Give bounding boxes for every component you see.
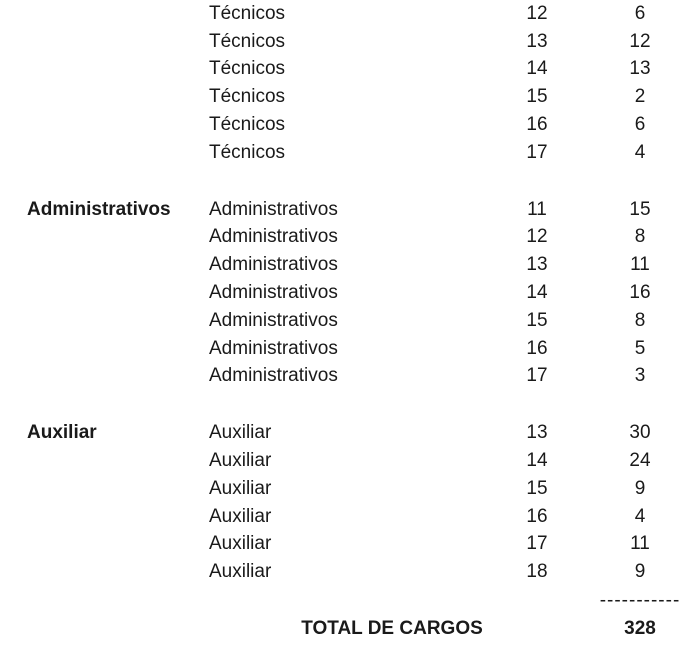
grade-value: 12 [526,226,548,248]
section-tecnicos [0,0,698,167]
table-row [0,56,698,84]
table-row [0,251,698,279]
table-row [0,224,698,252]
cargo-name: Auxiliar [209,533,272,555]
table-row [0,363,698,391]
table-row [0,335,698,363]
count-value: 5 [634,337,646,359]
table-row [0,447,698,475]
cargo-name: Auxiliar [209,422,272,444]
grade-value: 16 [526,505,548,527]
total-label: TOTAL DE CARGOS [301,617,483,639]
cargo-name: Administrativos [209,282,338,304]
cargo-name: Técnicos [209,141,286,163]
grade-value: 16 [526,114,548,136]
grade-value: 16 [526,337,548,359]
count-value: 8 [634,309,646,331]
count-value: 2 [634,86,646,108]
count-value: 6 [634,114,646,136]
count-value: 24 [629,450,651,472]
dashed-separator: ----------- [599,590,681,612]
count-value: 16 [629,282,651,304]
group-label: Administrativos [27,198,171,220]
table-row [0,503,698,531]
cargo-name: Técnicos [209,86,286,108]
cargo-name: Auxiliar [209,477,272,499]
table-row [0,279,698,307]
total-row [0,615,698,643]
cargo-name: Técnicos [209,114,286,136]
count-value: 11 [630,254,650,276]
grade-value: 17 [526,141,548,163]
table-row [0,28,698,56]
table-row [0,558,698,586]
cargo-name: Administrativos [209,198,338,220]
cargo-name: Auxiliar [209,450,272,472]
group-label: Auxiliar [27,422,97,444]
cargo-name: Administrativos [209,309,338,331]
grade-value: 15 [526,309,548,331]
cargo-name: Administrativos [209,365,338,387]
grade-value: 14 [526,450,548,472]
table-row [0,475,698,503]
table-row [0,111,698,139]
count-value: 11 [630,533,650,555]
grade-value: 11 [527,198,547,220]
table-row [0,531,698,559]
section-administrativos [0,196,698,391]
grade-value: 17 [526,533,548,555]
count-value: 15 [629,198,651,220]
cargo-name: Auxiliar [209,561,272,583]
section-auxiliar [0,419,698,586]
grade-value: 14 [526,282,548,304]
cargo-name: Técnicos [209,58,286,80]
count-value: 9 [634,477,646,499]
cargo-name: Técnicos [209,30,286,52]
grade-value: 13 [526,254,548,276]
table-row [0,83,698,111]
grade-value: 18 [526,561,548,583]
grade-value: 12 [526,2,548,24]
cargo-name: Técnicos [209,2,286,24]
table-row [0,196,698,224]
grade-value: 13 [526,422,548,444]
cargo-name: Administrativos [209,337,338,359]
count-value: 12 [629,30,651,52]
grade-value: 17 [526,365,548,387]
cargo-name: Administrativos [209,226,338,248]
count-value: 6 [634,2,646,24]
total-separator-row [0,587,698,615]
cargo-name: Auxiliar [209,505,272,527]
cargo-name: Administrativos [209,254,338,276]
table-row [0,0,698,28]
count-value: 3 [634,365,646,387]
count-value: 9 [634,561,646,583]
count-value: 4 [634,141,646,163]
grade-value: 13 [526,30,548,52]
grade-value: 15 [526,86,548,108]
count-value: 4 [634,505,646,527]
count-value: 30 [629,422,651,444]
grade-value: 15 [526,477,548,499]
table-row [0,307,698,335]
grade-value: 14 [526,58,548,80]
total-value: 328 [624,617,656,639]
table-row [0,419,698,447]
count-value: 13 [629,58,651,80]
table-row [0,139,698,167]
count-value: 8 [634,226,646,248]
